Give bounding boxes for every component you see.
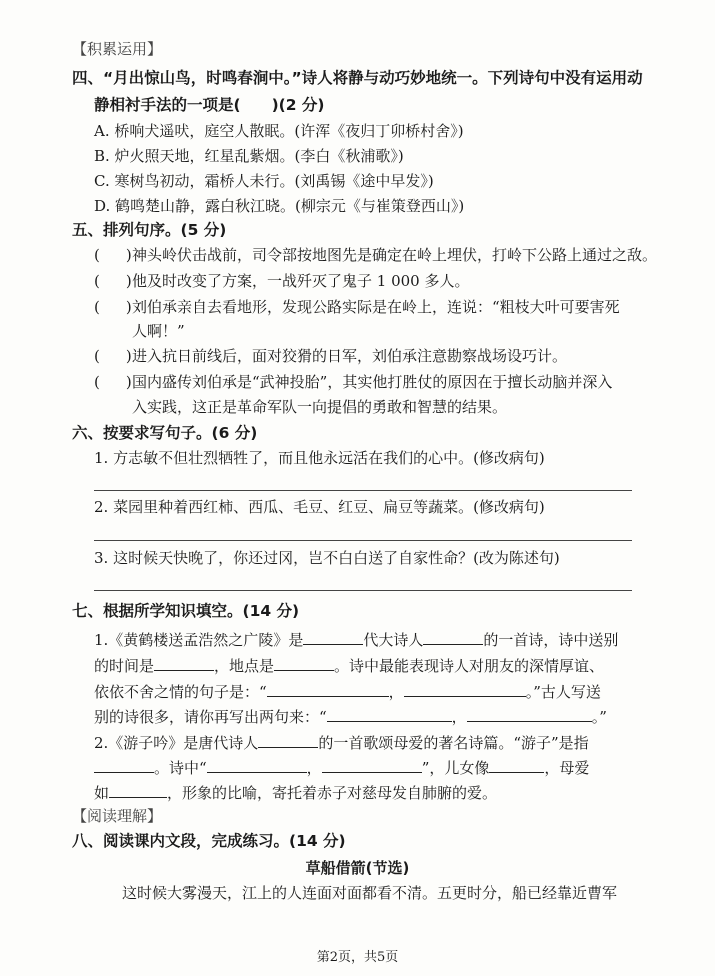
fill-blank[interactable] [322, 756, 422, 773]
fill-blank[interactable] [327, 705, 452, 722]
fill-blank[interactable] [207, 756, 307, 773]
option-a: A. 桥响犬遥吠，庭空人散眠。(许浑《夜归丁卯桥村舍》) [94, 122, 464, 140]
fill-blank[interactable] [154, 654, 214, 671]
fill-blank[interactable] [489, 756, 544, 773]
question-6-heading: 六、按要求写句子。(6 分) [72, 424, 258, 442]
order-item: ( )刘伯承亲自去看地形，发现公路实际是在岭上，连说：“粗枝大叶可要害死 [94, 298, 620, 316]
page-footer: 第2页，共5页 [316, 950, 399, 965]
fill-blank[interactable] [274, 654, 334, 671]
answer-line-3[interactable] [94, 590, 632, 591]
fill-blank[interactable] [467, 705, 592, 722]
fill-blank[interactable] [109, 781, 167, 798]
fill-blank[interactable] [303, 628, 363, 645]
fill-blank[interactable] [94, 756, 154, 773]
fill-blank[interactable] [404, 680, 526, 697]
fill-blank[interactable] [267, 680, 389, 697]
fill-line-6: 。诗中“ ， ”，儿女像 ，母爱 [94, 756, 589, 779]
fill-line-3: 依依不舍之情的句子是：“ ， 。”古人写送 [94, 680, 601, 703]
rewrite-item-3: 3. 这时候天快晚了，你还过冈，岂不白白送了自家性命？(改为陈述句) [94, 549, 560, 567]
answer-line-1[interactable] [94, 490, 632, 491]
rewrite-item-1: 1. 方志敏不但壮烈牺牲了，而且他永远活在我们的心中。(修改病句) [94, 449, 545, 467]
question-4-stem: 四、“月出惊山鸟，时鸣春涧中。”诗人将静与动巧妙地统一。下列诗句中没有运用动 [72, 69, 643, 87]
order-item: ( )国内盛传刘伯承是“武神投胎”，其实他打胜仗的原因在于擅长动脑并深入 [94, 373, 613, 391]
fill-line-2: 的时间是 ，地点是 。诗中最能表现诗人对朋友的深情厚谊、 [94, 654, 604, 677]
passage-text: 这时候大雾漫天，江上的人连面对面都看不清。五更时分，船已经靠近曹军 [122, 884, 618, 902]
rewrite-item-2: 2. 菜园里种着西红柿、西瓜、毛豆、红豆、扁豆等蔬菜。(修改病句) [94, 498, 545, 516]
answer-line-2[interactable] [94, 540, 632, 541]
order-item: ( )进入抗日前线后，面对狡猾的日军，刘伯承注意勘察战场设巧计。 [94, 347, 568, 365]
fill-line-1: 1.《黄鹤楼送孟浩然之广陵》是 代大诗人 的一首诗，诗中送别 [94, 628, 618, 651]
fill-blank[interactable] [258, 731, 318, 748]
section-label-reading: 【阅读理解】 [72, 807, 163, 825]
order-item: ( )他及时改变了方案，一战歼灭了鬼子 1 000 多人。 [94, 272, 470, 290]
fill-line-7: 如 ，形象的比喻，寄托着赤子对慈母发自肺腑的爱。 [94, 781, 497, 804]
passage-title: 草船借箭(节选) [305, 859, 410, 877]
order-item: ( )神头岭伏击战前，司令部按地图先是确定在岭上埋伏，打岭下公路上通过之敌。 [94, 246, 658, 264]
order-item-cont: 人啊！” [132, 322, 185, 340]
fill-line-5: 2.《游子吟》是唐代诗人 的一首歌颂母爱的著名诗篇。“游子”是指 [94, 731, 589, 754]
order-item-cont: 入实践，这正是革命军队一向提倡的勇敢和智慧的结果。 [132, 398, 508, 416]
question-5-heading: 五、排列句序。(5 分) [72, 221, 227, 239]
option-b: B. 炉火照天地，红星乱紫烟。(李白《秋浦歌》) [94, 147, 404, 165]
section-label-accumulate: 【积累运用】 [72, 40, 163, 58]
question-7-heading: 七、根据所学知识填空。(14 分) [72, 602, 300, 620]
option-c: C. 寒树鸟初动，霜桥人未行。(刘禹锡《途中早发》) [94, 172, 434, 190]
fill-line-4: 别的诗很多，请你再写出两句来：“ ， 。” [94, 705, 607, 728]
question-4-stem-cont: 静相衬手法的一项是( )(2 分) [94, 96, 325, 114]
fill-blank[interactable] [423, 628, 483, 645]
option-d: D. 鹤鸣楚山静，露白秋江晓。(柳宗元《与崔策登西山》) [94, 197, 465, 215]
question-8-heading: 八、阅读课内文段，完成练习。(14 分) [72, 832, 346, 850]
